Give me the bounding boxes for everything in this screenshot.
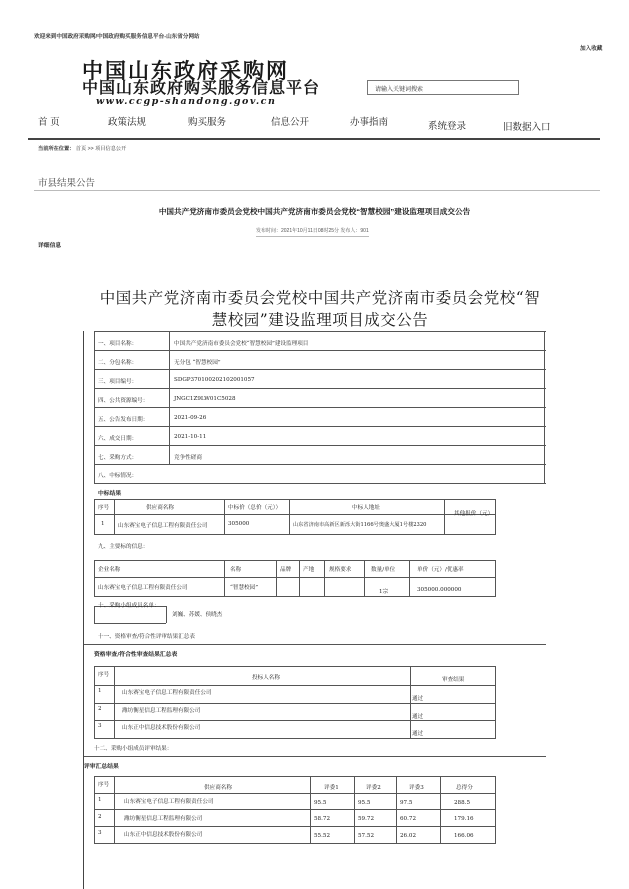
goods-cell: 1宗 [379, 589, 389, 595]
panel-value: 刘巍、苏媛、侯晓杰 [172, 612, 223, 618]
goods-cell: 山东赛宝电子信息工程有限责任公司 [98, 585, 188, 591]
score-cell: 59.72 [358, 816, 375, 822]
nav-home[interactable]: 首 页 [38, 117, 60, 128]
score-cell: 58.72 [314, 816, 331, 822]
win-header: 中标人地址 [352, 505, 380, 511]
goods-cell: 305000.000000 [417, 587, 462, 593]
goods-header: 产地 [303, 567, 315, 573]
review-header: 序号 [98, 672, 110, 678]
detail-label: 详细信息 [38, 243, 62, 249]
goods-header: 单价（元）/优惠率 [417, 567, 464, 573]
breadcrumb-separator: >> [87, 146, 94, 152]
field-label: 二、分包名称： [98, 360, 138, 366]
nav-policy[interactable]: 政策法规 [108, 117, 147, 128]
field-label: 五、公告发布日期： [98, 417, 149, 423]
score-cell: 26.02 [400, 833, 417, 839]
nav-login[interactable]: 系统登录 [428, 121, 467, 132]
nav-old-data[interactable]: 旧数据入口 [503, 122, 551, 133]
score-cell: 潍坊衡星信息工程监理有限公司 [124, 816, 203, 822]
win-header: 供应商名称 [146, 505, 174, 511]
win-cell: 305000 [228, 521, 250, 527]
field-value: 2021-10-11 [174, 434, 207, 440]
score-section-label: 十二、采购小组成员评审结果： [94, 746, 173, 752]
nav-info-public[interactable]: 信息公开 [271, 117, 310, 128]
field-value: 竞争性磋商 [174, 455, 202, 461]
review-cell: 通过 [412, 696, 424, 702]
field-label: 四、公共资源编号： [98, 398, 149, 404]
publish-info: 发布时间：2021年10月11日08时25分 发布人：901 [256, 227, 369, 237]
review-cell: 3 [98, 723, 102, 729]
review-section-label: 十一、资格审查/符合性评审结果汇总表 [98, 634, 195, 640]
score-header: 供应商名称 [204, 785, 232, 791]
review-cell: 1 [98, 688, 102, 694]
score-cell: 60.72 [400, 816, 417, 822]
score-cell: 山东赛宝电子信息工程有限责任公司 [124, 799, 214, 805]
main-nav [28, 110, 600, 140]
site-logo-title[interactable]: 中国山东政府采购网 [82, 58, 289, 83]
nav-purchase-service[interactable]: 购买服务 [188, 117, 227, 128]
score-header: 评委1 [324, 785, 339, 791]
score-header: 评委3 [409, 785, 424, 791]
score-cell: 55.52 [314, 833, 331, 839]
search-input[interactable]: 请输入关键词搜索 [367, 80, 519, 95]
score-header: 评委2 [366, 785, 381, 791]
breadcrumb-home[interactable]: 首页 [75, 146, 87, 152]
score-cell: 1 [98, 797, 102, 803]
score-cell: 57.52 [358, 833, 375, 839]
score-cell: 2 [98, 814, 102, 820]
notice-title: 中国共产党济南市委员会党校中国共产党济南市委员会党校“智慧校园”建设监理项目成交公告 [158, 207, 471, 216]
goods-header: 名称 [230, 567, 242, 573]
goods-header: 数量/单位 [371, 567, 396, 573]
goods-header: 规格要求 [329, 567, 352, 573]
win-section-label: 中标结果 [98, 491, 122, 497]
review-cell: 通过 [412, 714, 424, 720]
document-body [83, 331, 545, 889]
review-header: 审查结果 [442, 677, 465, 683]
review-cell: 通过 [412, 731, 424, 737]
review-cell: 2 [98, 706, 102, 712]
site-logo-url: www.ccgp-shandong.gov.cn [96, 96, 277, 107]
win-header: 中标价（总价（元）） [228, 505, 282, 511]
field-label: 八、中标情况： [98, 473, 138, 479]
field-label: 七、采购方式： [98, 455, 138, 461]
score-cell: 山东正中信息技术股份有限公司 [124, 832, 203, 838]
goods-cell: “智慧校园” [230, 585, 259, 591]
win-header: 序号 [98, 505, 110, 511]
breadcrumb-label: 当前所在位置： [38, 146, 75, 152]
goods-section-label: 九、主要标的信息： [98, 544, 149, 550]
breadcrumb-current[interactable]: 项目信息公开 [95, 146, 127, 152]
field-value: 无分包 “智慧校园” [174, 360, 221, 366]
breadcrumb [38, 145, 126, 152]
goods-header: 品牌 [280, 567, 292, 573]
field-value: 中国共产党济南市委员会党校“智慧校园”建设监理项目 [174, 341, 309, 347]
score-header: 序号 [98, 782, 110, 788]
score-cell: 3 [98, 830, 102, 836]
score-header: 总得分 [456, 785, 473, 791]
section-title: 市县结果公告 [38, 178, 96, 189]
site-logo-subtitle[interactable]: 中国山东政府购买服务信息平台 [82, 78, 321, 97]
field-value: JNGC1Z9LW01C5028 [174, 396, 236, 402]
field-value: 2021-09-26 [174, 415, 207, 421]
win-cell: 山东赛宝电子信息工程有限责任公司 [118, 523, 208, 529]
field-label: 一、项目名称： [98, 341, 138, 347]
score-cell: 166.06 [454, 833, 474, 839]
panel-label: 十、采购小组成员名单： [98, 603, 160, 609]
document-title: 中国共产党济南市委员会党校中国共产党济南市委员会党校“智慧校园”建设监理项目成交公告 [99, 289, 541, 329]
score-cell: 95.5 [314, 800, 327, 806]
score-cell: 95.5 [358, 800, 371, 806]
score-cell: 288.5 [454, 800, 471, 806]
section-divider [34, 190, 600, 191]
score-cell: 179.16 [454, 816, 474, 822]
win-cell: 山东省济南市高新区新泺大街1166号奥盛大厦1号楼2320 [293, 522, 427, 528]
score-sub-label: 评审汇总结果 [84, 764, 119, 770]
review-cell: 山东赛宝电子信息工程有限责任公司 [122, 690, 212, 696]
review-sub-label: 资格审查/符合性审查结果汇总表 [94, 652, 178, 658]
review-cell: 山东正中信息技术股份有限公司 [122, 725, 201, 731]
review-cell: 潍坊衡星信息工程监理有限公司 [122, 708, 201, 714]
welcome-text: 欢迎来到中国政府采购网/中国政府购买服务信息平台-山东省分网站 [34, 34, 200, 40]
goods-header: 企业名称 [98, 567, 121, 573]
field-label: 六、成交日期： [98, 436, 138, 442]
win-header: 其他报价（元） [454, 511, 494, 517]
win-cell: 1 [101, 521, 105, 527]
field-label: 三、项目编号： [98, 379, 138, 385]
review-header: 投标人名称 [252, 675, 280, 681]
score-cell: 97.5 [400, 800, 413, 806]
field-value: SDGP370100202102001057 [174, 377, 255, 383]
add-favorite-link[interactable]: 加入收藏 [580, 46, 603, 52]
nav-guide[interactable]: 办事指南 [350, 117, 389, 128]
